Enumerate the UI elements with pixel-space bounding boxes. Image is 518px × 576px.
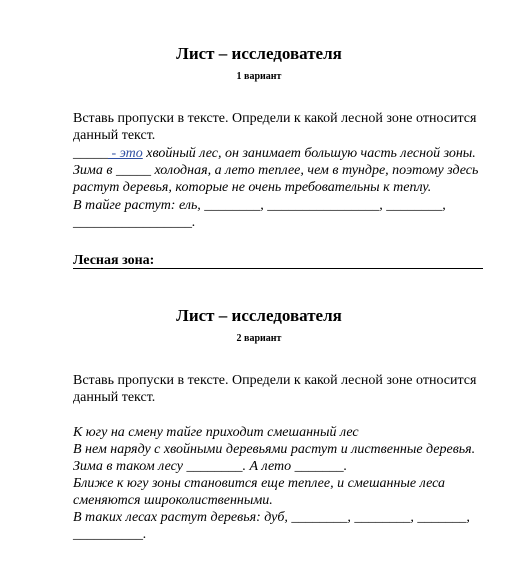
v2-instruction-line-2: данный текст. xyxy=(73,390,156,405)
v1-eto-text: - это xyxy=(108,146,143,161)
v1-text-line-4: В тайге растут: ель, ________, ________________, ________, xyxy=(73,198,446,213)
v1-variant: 1 вариант xyxy=(236,71,282,82)
v2-text-line-4: Ближе к югу зоны становится еще теплее, и смешанные леса xyxy=(73,476,445,491)
v2-variant: 2 вариант xyxy=(236,333,282,344)
v2-text-line-7: __________. xyxy=(73,527,147,542)
v1-forest-zone-answer-line[interactable] xyxy=(73,252,483,269)
v2-text-line-1: К югу на смену тайге приходит смешанный лес xyxy=(73,425,359,440)
v2-text-line-5: сменяются широколиственными. xyxy=(73,493,273,508)
v1-text-line-5: _________________. xyxy=(73,215,196,230)
v2-text-line-6: В таких лесах растут деревья: дуб, ________, ________, _______, xyxy=(73,510,470,525)
v2-title: Лист – исследователя xyxy=(176,306,342,325)
v1-line1-rest: хвойный лес, он занимает большую часть лесной зоны. xyxy=(142,146,476,161)
v2-instruction-line-1: Вставь пропуски в тексте. Определи к какой лесной зоне относится xyxy=(73,373,477,388)
v1-blank-1: _____ xyxy=(73,146,108,161)
v2-text-line-3: Зима в таком лесу ________. А лето _______. xyxy=(73,459,348,474)
v1-instruction-line-2: данный текст. xyxy=(73,128,156,143)
v1-text-line-3: растут деревья, которые не очень требовательны к теплу. xyxy=(73,180,432,195)
v1-text-line-1 xyxy=(73,145,476,162)
v2-text-line-2: В нем наряду с хвойными деревьями растут и лиственные деревья. xyxy=(73,442,476,457)
v1-forest-zone-label: Лесная зона: xyxy=(73,253,155,268)
v1-title: Лист – исследователя xyxy=(176,44,342,63)
v1-instruction-line-1: Вставь пропуски в тексте. Определи к какой лесной зоне относится xyxy=(73,111,477,126)
v1-text-line-2: Зима в _____ холодная, а лето теплее, чем в тундре, поэтому здесь xyxy=(73,163,479,178)
